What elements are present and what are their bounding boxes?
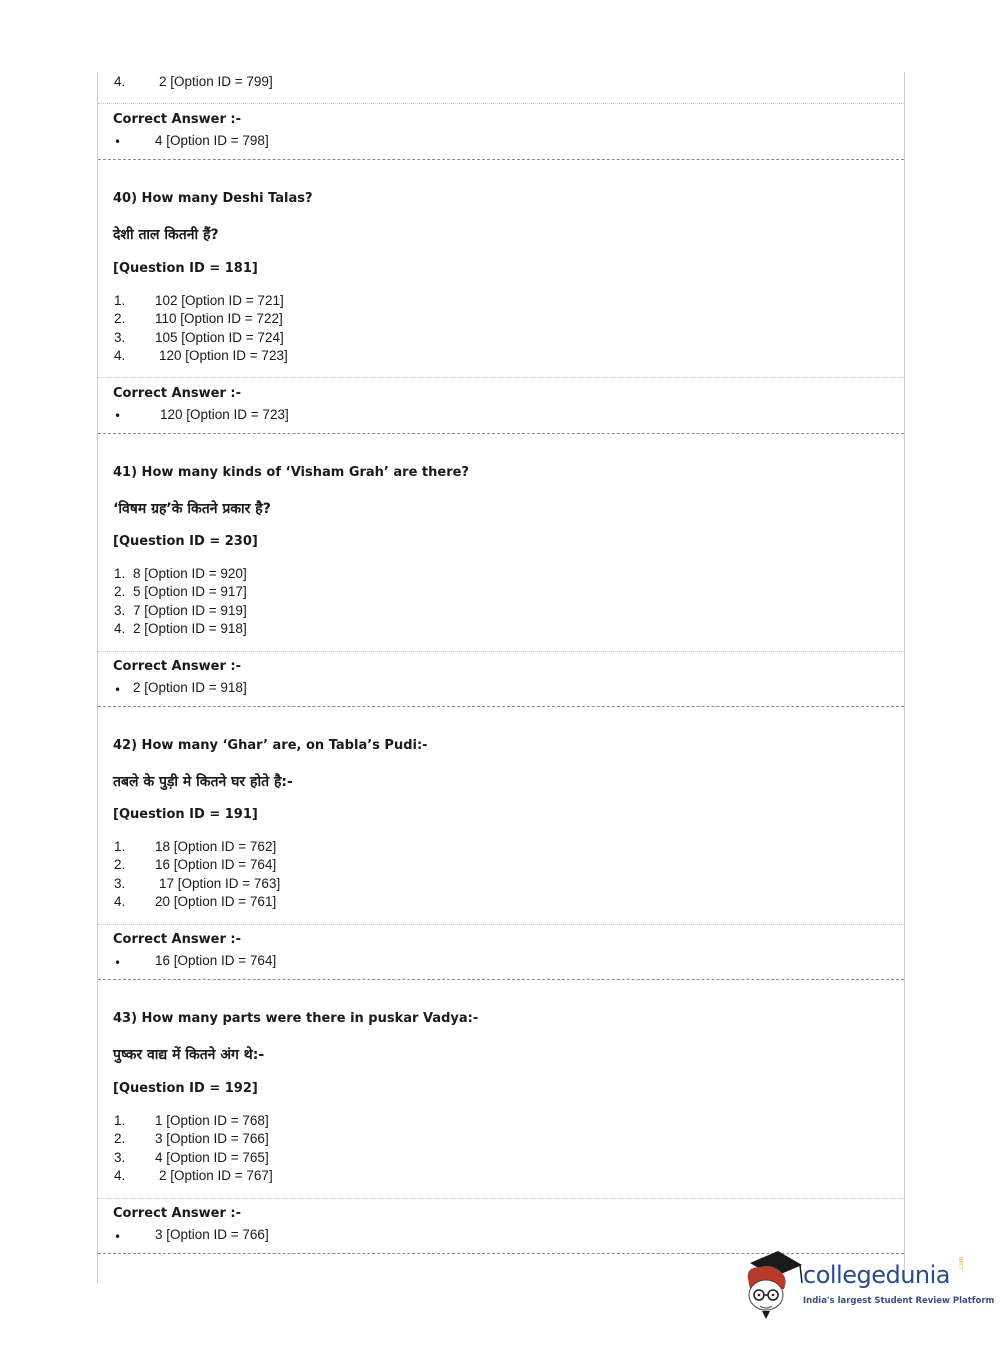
divider bbox=[98, 377, 904, 378]
option-text: 18 [Option ID = 762] bbox=[155, 839, 277, 854]
option-text: 20 [Option ID = 761] bbox=[155, 894, 277, 909]
option-text: 1 [Option ID = 768] bbox=[155, 1113, 269, 1128]
divider bbox=[98, 651, 904, 652]
graduate-mascot-icon bbox=[742, 1249, 806, 1321]
question-divider bbox=[98, 433, 904, 434]
option-text: 17 [Option ID = 763] bbox=[159, 876, 281, 891]
question-id: [Question ID = 230] bbox=[113, 534, 258, 549]
question-title: 40) How many Deshi Talas? bbox=[113, 191, 313, 206]
question-title: 41) How many kinds of ‘Visham Grah’ are there? bbox=[113, 465, 469, 480]
option-text: 8 [Option ID = 920] bbox=[133, 566, 247, 581]
correct-answer-label: Correct Answer :- bbox=[113, 112, 241, 127]
option-number: 4. bbox=[114, 894, 126, 909]
bullet: • bbox=[114, 409, 122, 423]
option-text: 110 [Option ID = 722] bbox=[155, 311, 283, 326]
correct-answer-label: Correct Answer :- bbox=[113, 386, 241, 401]
correct-answer-text: 4 [Option ID = 798] bbox=[155, 133, 269, 148]
correct-answer-label: Correct Answer :- bbox=[113, 932, 241, 947]
option-number: 4. bbox=[114, 621, 126, 636]
correct-answer-text: 16 [Option ID = 764] bbox=[155, 953, 277, 968]
question-id: [Question ID = 181] bbox=[113, 261, 258, 276]
bullet: • bbox=[114, 683, 122, 697]
option-text: 7 [Option ID = 919] bbox=[133, 603, 247, 618]
question-divider bbox=[98, 159, 904, 160]
option-text: 2 [Option ID = 767] bbox=[159, 1168, 273, 1183]
option-number: 2. bbox=[114, 1131, 126, 1146]
option-number: 4. bbox=[114, 348, 126, 363]
question-hindi: ‘विषम ग्रह’के कितने प्रकार है? bbox=[113, 501, 271, 517]
option-number: 3. bbox=[114, 876, 126, 891]
option-text: 4 [Option ID = 765] bbox=[155, 1150, 269, 1165]
option-number: 3. bbox=[114, 330, 126, 345]
bullet: • bbox=[114, 135, 122, 149]
option-text: 120 [Option ID = 723] bbox=[159, 348, 288, 363]
question-divider bbox=[98, 979, 904, 980]
bullet: • bbox=[114, 956, 122, 970]
question-hindi: देशी ताल कितनी हैं? bbox=[113, 227, 219, 243]
option-text: 16 [Option ID = 764] bbox=[155, 857, 277, 872]
brand-tagline: India's largest Student Review Platform bbox=[803, 1296, 995, 1306]
option-number: 2. bbox=[114, 311, 126, 326]
correct-answer-text: 120 [Option ID = 723] bbox=[160, 407, 289, 422]
option-number: 2. bbox=[114, 857, 126, 872]
question-id: [Question ID = 192] bbox=[113, 1081, 258, 1096]
collegedunia-logo bbox=[742, 1249, 995, 1321]
option-number: 1. bbox=[114, 839, 126, 854]
question-hindi: पुष्कर वाद्य में कितने अंग थे:- bbox=[113, 1047, 265, 1063]
correct-answer-text: 3 [Option ID = 766] bbox=[155, 1227, 269, 1242]
option-number: 1. bbox=[114, 566, 126, 581]
question-divider bbox=[98, 706, 904, 707]
option-text: 2 [Option ID = 799] bbox=[159, 74, 273, 89]
option-text: 102 [Option ID = 721] bbox=[155, 293, 284, 308]
option-number: 2. bbox=[114, 584, 126, 599]
option-number: 3. bbox=[114, 1150, 126, 1165]
divider bbox=[98, 1198, 904, 1199]
option-text: 5 [Option ID = 917] bbox=[133, 584, 247, 599]
option-number: 4. bbox=[114, 1168, 126, 1183]
option-number: 3. bbox=[114, 603, 126, 618]
option-number: 1. bbox=[114, 293, 126, 308]
option-text: 105 [Option ID = 724] bbox=[155, 330, 284, 345]
question-title: 43) How many parts were there in puskar Vadya:- bbox=[113, 1011, 479, 1026]
brand-name: collegedunia bbox=[803, 1261, 951, 1289]
option-text: 2 [Option ID = 918] bbox=[133, 621, 247, 636]
option-number: 1. bbox=[114, 1113, 126, 1128]
question-id: [Question ID = 191] bbox=[113, 807, 258, 822]
exam-sheet bbox=[97, 72, 905, 1283]
question-title: 42) How many ‘Ghar’ are, on Tabla’s Pudi:- bbox=[113, 738, 428, 753]
divider bbox=[98, 103, 904, 104]
correct-answer-label: Correct Answer :- bbox=[113, 1206, 241, 1221]
bullet: • bbox=[114, 1230, 122, 1244]
option-text: 3 [Option ID = 766] bbox=[155, 1131, 269, 1146]
divider bbox=[98, 924, 904, 925]
brand-suffix: .com bbox=[958, 1256, 965, 1271]
correct-answer-text: 2 [Option ID = 918] bbox=[133, 680, 247, 695]
correct-answer-label: Correct Answer :- bbox=[113, 659, 241, 674]
option-number: 4. bbox=[114, 74, 126, 89]
question-hindi: तबले के पुड़ी मे कितने घर होते है:- bbox=[113, 774, 293, 790]
